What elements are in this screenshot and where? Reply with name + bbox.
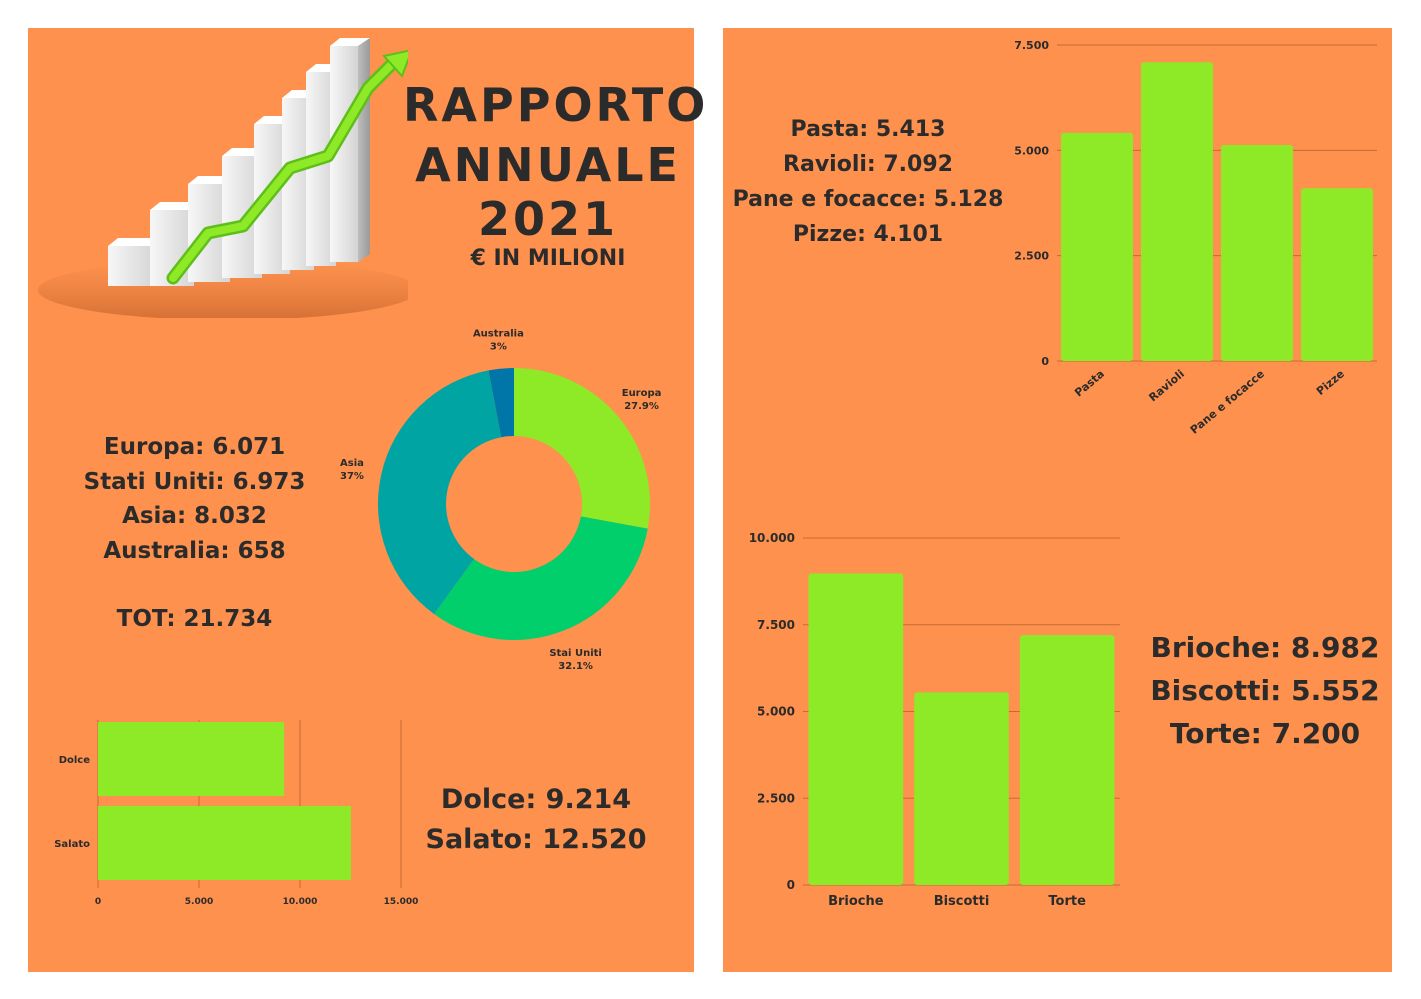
hbar-tick-label: 5.000 <box>184 897 214 907</box>
stat-total: TOT: 21.734 <box>116 606 273 632</box>
pasta-chart-category-pasta: Pasta <box>1072 367 1107 400</box>
report-title-line-3: 2021 <box>477 192 619 246</box>
hbar-bar-salato <box>98 806 351 880</box>
report-title-line-1: RAPPORTO <box>403 78 709 132</box>
pasta-chart-tick-label: 5.000 <box>1014 144 1049 158</box>
stat-salato: Salato: 12.520 <box>425 824 647 855</box>
donut-value-europa: 27.9% <box>624 400 659 412</box>
right-panel <box>723 28 1392 972</box>
dolce-salato-stats <box>416 780 656 860</box>
hbar-category-salato: Salato <box>54 839 90 850</box>
stat-dolce: Dolce: 9.214 <box>440 784 632 815</box>
brioche-chart-category-torte: Torte <box>1048 894 1086 909</box>
hbar-category-dolce: Dolce <box>58 755 90 766</box>
stat-pasta: Pasta: 5.413 <box>790 117 946 142</box>
donut-label-europa: Europa <box>621 387 662 399</box>
stat-torte: Torte: 7.200 <box>1169 717 1361 750</box>
stat-pizze: Pizze: 4.101 <box>792 222 944 247</box>
brioche-chart-bar-biscotti <box>914 692 1009 885</box>
donut-value-stai-uniti: 32.1% <box>558 661 593 673</box>
brioche-chart-bar-torte <box>1020 635 1115 885</box>
left-panel <box>28 28 709 972</box>
stat-asia: Asia: 8.032 <box>122 503 267 529</box>
brioche-chart-bar-brioche <box>809 573 904 885</box>
stat-brioche: Brioche: 8.982 <box>1150 631 1380 664</box>
pasta-chart-category-pizze: Pizze <box>1313 367 1347 398</box>
brioche-chart-tick-label: 2.500 <box>757 791 795 806</box>
brioche-stats <box>1147 626 1383 755</box>
hbar-tick-label: 10.000 <box>282 897 318 907</box>
hbar-tick-label: 15.000 <box>383 897 419 907</box>
report-title-line-2: ANNUALE <box>415 138 681 192</box>
brioche-chart-tick-label: 0 <box>786 878 795 892</box>
stat-ravioli: Ravioli: 7.092 <box>783 152 953 177</box>
brioche-chart-category-biscotti: Biscotti <box>933 894 990 909</box>
stat-biscotti: Biscotti: 5.552 <box>1150 674 1380 707</box>
donut-value-australia: 3% <box>489 341 507 353</box>
pasta-chart-category-ravioli: Ravioli <box>1146 367 1187 405</box>
donut-label-stai-uniti: Stai Uniti <box>549 648 602 660</box>
pasta-chart-category-pane-e-focacce: Pane e focacce <box>1187 367 1267 437</box>
brioche-chart-tick-label: 7.500 <box>757 617 795 632</box>
pasta-chart-tick-label: 7.500 <box>1014 39 1049 52</box>
stat-australia: Australia: 658 <box>103 537 286 564</box>
pasta-chart-tick-label: 0 <box>1041 355 1049 368</box>
stat-stati-uniti: Stati Uniti: 6.973 <box>83 468 306 495</box>
brioche-chart-category-brioche: Brioche <box>828 894 884 909</box>
brioche-chart-tick-label: 10.000 <box>748 531 795 545</box>
hbar-tick-label: 0 <box>94 897 102 907</box>
pasta-chart-tick-label: 2.500 <box>1014 249 1049 263</box>
stat-pane-focacce: Pane e focacce: 5.128 <box>732 187 1004 212</box>
donut-label-asia: Asia <box>340 457 364 469</box>
hbar-bar-dolce <box>98 722 284 796</box>
donut-label-australia: Australia <box>472 328 524 340</box>
stat-europa: Europa: 6.071 <box>103 434 286 460</box>
report-subtitle: € IN MILIONI <box>470 246 626 271</box>
brioche-chart-tick-label: 5.000 <box>757 704 795 719</box>
brioche-bar-chart <box>723 28 1392 972</box>
donut-value-asia: 37% <box>340 470 364 482</box>
